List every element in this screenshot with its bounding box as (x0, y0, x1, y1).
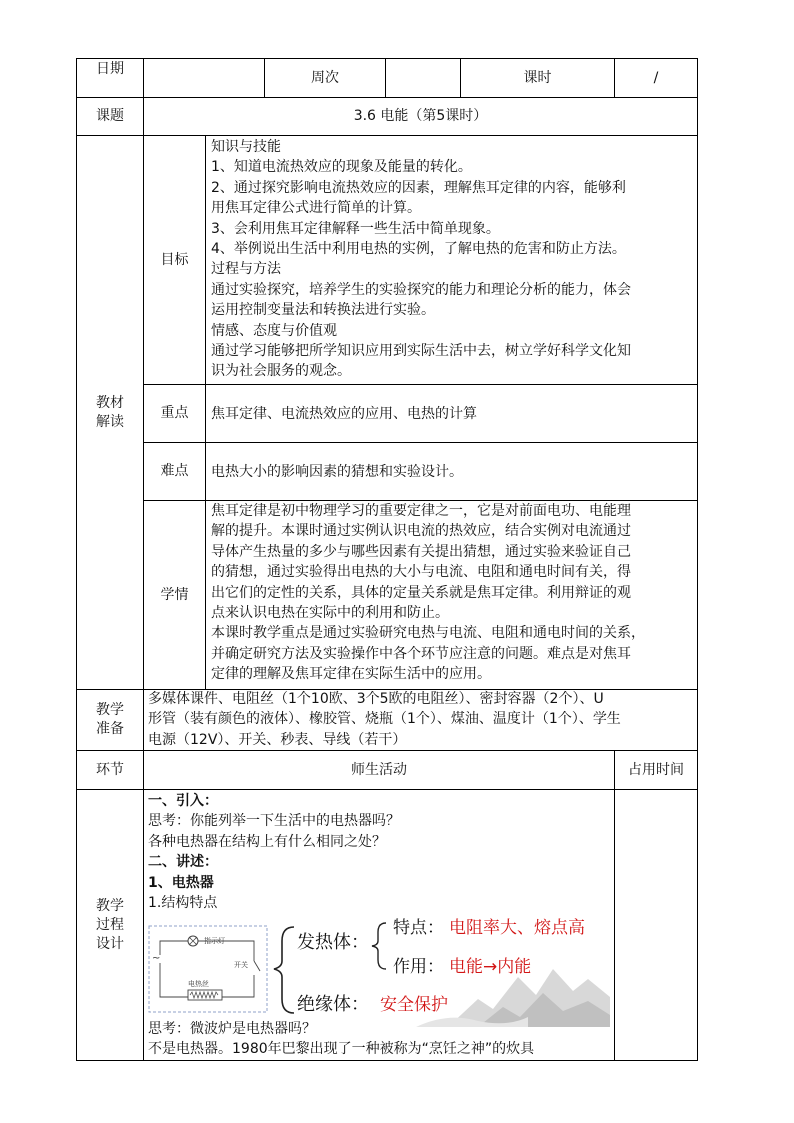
goals-label: 目标 (160, 251, 189, 268)
process-text-bottom (148, 1019, 534, 1060)
heater-label: 电热丝 (188, 980, 209, 988)
learning-line: 点来认识电热在实际中的利用和防止。 (211, 605, 449, 622)
process-line: 一、引入： (148, 793, 218, 809)
topic-label: 课题 (96, 108, 124, 124)
goals-line: 1、知道电流热效应的现象及能量的转化。 (211, 159, 472, 176)
ac-source-icon: ~ (152, 953, 161, 964)
feature-label: 特点： (393, 918, 444, 938)
textbook-label-line2: 解读 (96, 413, 124, 430)
process-line: 二、讲述： (148, 854, 218, 871)
process-label-line3: 设计 (96, 935, 124, 952)
heater-term: 发热体： (297, 932, 369, 953)
preparation-line: 多媒体课件、电阻丝（1个10欧、3个5欧的电阻丝）、密封容器（2个）、U (148, 691, 604, 707)
heater-structure-figure (148, 917, 610, 1027)
process-text-top (148, 791, 400, 913)
goals-line: 4、举例说出生活中利用电热的实例，了解电热的危害和防止方法。 (211, 241, 626, 258)
difficulties-label: 难点 (160, 463, 189, 479)
preparation-label-line2: 准备 (96, 721, 124, 737)
function-value: 电能→内能 (449, 957, 532, 977)
process-time-cell[interactable] (615, 790, 697, 1060)
process-label (77, 790, 143, 1060)
border (205, 135, 206, 690)
feature-value: 电阻率大、熔点高 (449, 918, 585, 938)
learning-label: 学情 (160, 586, 189, 603)
goals-line: 运用控制变量法和转换法进行实验。 (211, 302, 435, 319)
process-line: 不是电热器。1980年巴黎出现了一种被称为“烹饪之神”的炊具 (148, 1041, 535, 1058)
goals-line: 过程与方法 (211, 261, 281, 278)
learning-line: 的猜想，通过实验得出电热的大小与电流、电阻和通电时间有关，得 (211, 564, 631, 581)
switch-icon (254, 961, 260, 971)
main-brace (274, 927, 294, 1013)
key-points-label: 重点 (160, 405, 189, 421)
goals-line: 3、会利用焦耳定律解释一些生活中简单现象。 (211, 220, 500, 237)
border (76, 789, 698, 790)
process-line: 1.结构特点 (148, 895, 218, 912)
preparation-line: 形管（装有颜色的液体）、橡胶管、烧瓶（1个）、煤油、温度计（1个）、学生 (148, 711, 621, 728)
learning-text (211, 501, 645, 685)
goals-line: 2、通过探究影响电流热效应的因素，理解焦耳定律的内容，能够利 (211, 179, 626, 196)
week-label: 周次 (311, 69, 339, 86)
textbook-label-line1: 教材 (96, 394, 124, 411)
circuit-diagram (149, 926, 267, 1012)
sub-brace (372, 923, 386, 969)
process-label-line2: 过程 (96, 916, 124, 933)
switch-label: 开关 (234, 961, 248, 969)
key-points-value: 焦耳定律、电流热效应的应用、电热的计算 (211, 406, 477, 422)
week-value[interactable] (386, 59, 460, 97)
period-value: / (653, 69, 659, 86)
learning-line: 导体产生热量的多少与哪些因素有关提出猜想，通过实验来验证自己 (211, 543, 631, 560)
border (143, 384, 698, 385)
date-label: 日期 (96, 60, 124, 77)
process-line: 1、电热器 (148, 874, 214, 891)
heater-structure-svg (148, 917, 610, 1027)
date-value[interactable] (144, 59, 264, 97)
process-label-line1: 教学 (96, 897, 124, 914)
stage-header: 环节 (96, 761, 124, 778)
learning-line: 解的提升。本课时通过实例认识电流的热效应，结合实例对电流通过 (211, 523, 631, 540)
preparation-label (77, 690, 143, 750)
process-line: 思考：你能列举一下生活中的电热器吗？ (148, 813, 400, 830)
goals-line: 用焦耳定律公式进行简单的计算。 (211, 200, 421, 217)
border (143, 442, 698, 443)
insulator-value: 安全保护 (380, 995, 448, 1015)
learning-line: 定律的理解及焦耳定律在实际生活中的应用。 (211, 666, 491, 683)
function-label: 作用： (393, 957, 444, 977)
topic-value: 3.6 电能（第5课时） (353, 108, 488, 124)
time-header: 占用时间 (628, 761, 684, 778)
preparation-label-line1: 教学 (96, 702, 124, 718)
goals-line: 通过学习能够把所学知识应用到实际生活中去，树立学好科学文化知 (211, 343, 631, 360)
lamp-label: 指示灯 (204, 937, 225, 945)
goals-line: 情感、态度与价值观 (211, 322, 337, 339)
preparation-text (148, 689, 621, 750)
goals-line: 通过实验探究，培养学生的实验探究的能力和理论分析的能力，体会 (211, 281, 631, 298)
goals-text (211, 137, 631, 382)
border (76, 1060, 698, 1061)
process-line: 思考：微波炉是电热器吗？ (148, 1021, 316, 1037)
learning-line: 并确定研究方法及实验操作中各个环节应注意的问题。难点是对焦耳 (211, 645, 631, 662)
textbook-label (77, 136, 143, 689)
process-line: 各种电热器在结构上有什么相同之处？ (148, 833, 386, 850)
difficulties-value: 电热大小的影响因素的猜想和实验设计。 (211, 464, 463, 480)
period-label: 课时 (523, 69, 552, 86)
learning-line: 出它们的定性的关系，具体的定量关系就是焦耳定律。利用辩证的观 (211, 584, 631, 601)
learning-line: 焦耳定律是初中物理学习的重要定律之一，它是对前面电功、电能理 (211, 503, 631, 519)
goals-line: 识为社会服务的观念。 (211, 363, 351, 380)
activity-header: 师生活动 (351, 761, 407, 778)
border (697, 58, 698, 1061)
insulator-term: 绝缘体： (297, 994, 369, 1015)
goals-line: 知识与技能 (211, 139, 281, 155)
preparation-line: 电源（12V）、开关、秒表、导线（若干） (148, 731, 407, 748)
learning-line: 本课时教学重点是通过实验研究电热与电流、电阻和通电时间的关系， (211, 625, 645, 642)
